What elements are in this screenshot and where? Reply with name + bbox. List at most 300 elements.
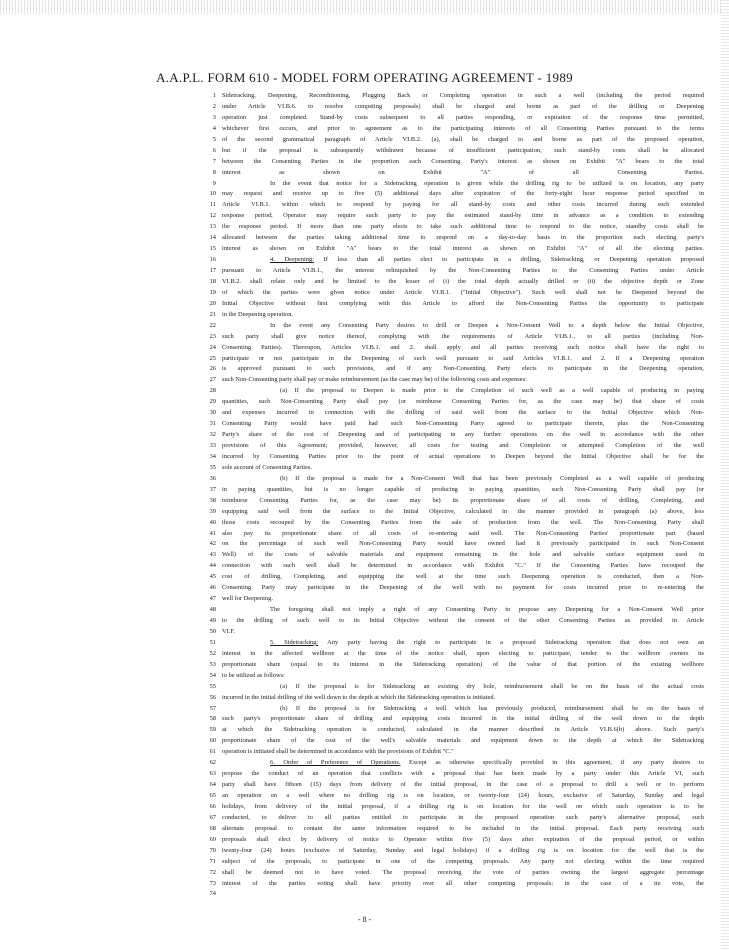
- line-number: 69: [209, 835, 216, 843]
- line-text: [222, 507, 704, 518]
- line-number: 45: [209, 573, 216, 581]
- line-text: [222, 572, 704, 583]
- line-number: 6: [212, 146, 216, 154]
- line-number: 4: [212, 124, 216, 132]
- line-number: 66: [209, 802, 216, 810]
- document-line: [209, 550, 712, 561]
- line-text: [222, 168, 704, 179]
- line-body: cost of drilling, Completing, and equipping the well at the time such Deepening operation is conducted, then a Non-: [222, 573, 704, 581]
- line-number: 12: [209, 212, 216, 220]
- document-line: [209, 583, 712, 594]
- line-number: 72: [209, 868, 216, 876]
- line-body: In the event any Consenting Party desires to drill or Deepen a Non-Consent Well to a depth below the Initial Objective,: [270, 321, 704, 329]
- document-line: [212, 135, 712, 146]
- document-line: [209, 354, 712, 365]
- document-line: [209, 671, 712, 682]
- line-number: 31: [209, 420, 216, 428]
- line-text: [222, 430, 704, 441]
- document-line: [209, 616, 712, 627]
- line-body: interest as shown on Exhibit "A" of all Consenting Parties.: [222, 168, 704, 176]
- document-line: [209, 485, 712, 496]
- line-text: [222, 124, 704, 135]
- line-text: [222, 704, 704, 715]
- document-line: [209, 714, 712, 725]
- line-text: [222, 813, 704, 824]
- document-line: [209, 364, 712, 375]
- line-number: 23: [209, 332, 216, 340]
- line-body: response period; Operator may require such party to pay the estimated stand-by time in advance as a condition to extending: [222, 212, 704, 220]
- line-number: 47: [209, 595, 216, 603]
- line-number: 17: [209, 267, 216, 274]
- document-line: [209, 211, 712, 222]
- document-line: [212, 113, 712, 124]
- line-text: [222, 211, 704, 222]
- line-number: 41: [209, 529, 216, 537]
- line-number: 28: [209, 387, 216, 395]
- line-body: (a) If the proposal to Deepen is made prior to the Completion of such well as a well capable of producing in paying: [280, 387, 704, 395]
- line-text: [222, 189, 704, 200]
- line-body: participate or not participate in the Deepening of such well pursuant to said Articles VI.B.1. and 2. If a Deepening operation: [222, 354, 704, 362]
- line-body: such Non-Consenting party shall pay or make reimbursement (as the case may be) of the following costs and expenses:: [222, 376, 527, 384]
- line-text: [222, 375, 704, 386]
- line-body: Except as otherwise specifically provided in this agreement, if any party desires to: [400, 759, 704, 767]
- line-body: such party shall give notice thereof, complying with the requirements of Article VI.B.1., to all parties (including Non-: [222, 332, 704, 340]
- line-number: 68: [209, 824, 216, 832]
- line-number: 65: [209, 792, 216, 799]
- line-text: [222, 397, 704, 408]
- line-body: Consenting Parties). Thereupon, Articles VI.B.1. and 2. shall apply and all parties receiving such notice shall have the right to: [222, 343, 704, 351]
- document-line: [209, 747, 712, 758]
- line-number: 16: [209, 256, 216, 264]
- document-line: [209, 332, 712, 343]
- document-line: [209, 824, 712, 835]
- line-body: may request and receive up to five (5) additional days after expiration of the forty-eight hour response period specified in: [222, 190, 704, 198]
- line-body: interest in the affected wellbore at the time of the notice shall, upon electing to participate, tender to the wellbore owners its: [222, 649, 704, 657]
- line-text: [222, 321, 704, 332]
- document-line: [209, 572, 712, 583]
- line-text: [222, 682, 704, 693]
- document-line: [209, 638, 712, 649]
- line-text: [222, 386, 704, 397]
- line-text: [222, 277, 704, 288]
- line-body: twenty-four (24) hours (exclusive of Saturday, Sunday and legal holidays) if a drilling rig is on location for the well that is the: [222, 846, 704, 854]
- document-line: [209, 299, 712, 310]
- line-number: 71: [209, 857, 216, 865]
- document-line: [209, 452, 712, 463]
- line-number: 25: [209, 354, 216, 362]
- line-text: [222, 222, 704, 233]
- document-line: [209, 846, 712, 857]
- line-body: Consenting Party would have paid had such Non-Consenting Party agreed to participate therein, plus the Non-Consenting: [222, 420, 704, 428]
- line-number: 49: [209, 617, 216, 624]
- line-text: [222, 758, 704, 769]
- line-number: 24: [209, 343, 216, 351]
- line-number: 44: [209, 562, 216, 570]
- line-number: 30: [209, 409, 216, 417]
- line-text: [222, 332, 704, 343]
- document-line: [209, 627, 712, 638]
- line-text: [222, 518, 704, 529]
- line-text: [222, 714, 704, 725]
- line-body: but if the proposal is subsequently withdrawn because of insufficient participation, such stand-by costs shall be allocated: [222, 146, 704, 154]
- line-body: party shall have fifteen (15) days from delivery of the initial proposal, in the case of a proposal to drill a well or to perform: [222, 781, 704, 789]
- line-body: Well) of the costs of salvable materials and equipment remaining in the hole and salvable surface equipment used in: [222, 551, 704, 559]
- line-text: [222, 343, 704, 354]
- line-body: interest of the parties voting shall have priority over all other competing proposals; in the case of a tie vote, the: [222, 879, 704, 887]
- line-body: subject of the proposals, to participate in one of the competing proposals. Any party not electing within the time required: [222, 857, 704, 865]
- line-body: pursuant to Article VI.B.1., the interest relinquished by the Non-Consenting Parties to the Consenting Parties under Article: [222, 267, 704, 274]
- line-number: 33: [209, 442, 216, 449]
- line-text: [222, 419, 704, 430]
- document-line: [212, 146, 712, 157]
- section-heading: 6. Order of Preference of Operations.: [270, 759, 401, 767]
- document-line: [212, 91, 712, 102]
- line-body: (b) If the proposal is made for a Non-Consent Well that has been previously Completed as a well capable of producing: [280, 474, 704, 482]
- line-body: provisions of this Agreement; provided, however, all costs for testing and Completion or attempted Completion of the well: [222, 442, 704, 449]
- line-number: 48: [209, 606, 216, 614]
- line-number: 20: [209, 299, 216, 307]
- document-line: [212, 168, 712, 179]
- line-body: VI.F.: [222, 627, 235, 635]
- line-body: incurred by Consenting Parties prior to the point of actual operations to Deepen beyond the Initial Objective shall be for the: [222, 452, 704, 460]
- line-number: 40: [209, 518, 216, 526]
- document-line: [209, 233, 712, 244]
- document-line: [209, 244, 712, 255]
- document-line: [209, 539, 712, 550]
- line-text: [222, 299, 704, 310]
- line-text: [222, 660, 704, 671]
- line-text: [222, 485, 704, 496]
- line-text: [222, 529, 704, 540]
- line-number: 63: [209, 770, 216, 778]
- line-text: [222, 354, 704, 365]
- line-text: [222, 408, 704, 419]
- document-line: [209, 879, 712, 890]
- line-body: proposals shall elect by delivery of notice to Operator within five (5) days after expiration of the proposal period, or within: [222, 835, 704, 843]
- line-body: Sidetracking, Deepening, Reconditioning, Plugging Back or Completing operation in such a well (including the period required: [222, 92, 704, 99]
- line-text: [222, 616, 704, 627]
- document-line: [209, 802, 712, 813]
- line-number: 73: [209, 879, 216, 887]
- scan-edge-right: [721, 0, 729, 950]
- line-text: [222, 638, 704, 649]
- line-text: [222, 583, 704, 594]
- line-text: [222, 288, 704, 299]
- document-line: [209, 463, 712, 474]
- line-text: [222, 649, 704, 660]
- line-number: 38: [209, 496, 216, 504]
- line-text: [222, 135, 704, 146]
- line-number: 7: [212, 157, 216, 165]
- line-body: an operation on a well where no drilling rig is on location, or twenty-four (24) hours, exclusive of Saturday, Sunday and legal: [222, 792, 704, 799]
- line-number: 70: [209, 846, 216, 854]
- line-number: 5: [212, 135, 216, 143]
- document-line: [209, 780, 712, 791]
- line-body: whichever first occurs, and prior to agreement as to the participating interests of all Consenting Parties pursuant to the terms: [222, 124, 704, 132]
- document-line: [209, 857, 712, 868]
- line-body: on the percentage of such well Non-Consenting Party would have owned had it previously participated in such Non-Consent: [222, 540, 704, 548]
- document-line: [209, 660, 712, 671]
- line-text: [222, 91, 704, 102]
- document-line: [209, 758, 712, 769]
- line-body: also pay its proportionate share of all costs of re-entering said well. The Non-Consenting Parties' proportionate part (based: [222, 529, 704, 537]
- line-text: [222, 364, 704, 375]
- line-text: [222, 780, 704, 791]
- line-number: 53: [209, 660, 216, 668]
- line-body: (a) If the proposal is for Sidetracking an existing dry hole, reimbursement shall be on the basis of the actual costs: [280, 682, 704, 690]
- document-line: [209, 769, 712, 780]
- line-number: 57: [209, 704, 216, 712]
- document-line: [209, 343, 712, 354]
- line-text: [222, 594, 704, 605]
- document-line: [209, 430, 712, 441]
- document-line: [209, 529, 712, 540]
- line-text: [222, 791, 704, 802]
- line-text: [222, 200, 704, 211]
- line-number: 55: [209, 682, 216, 690]
- line-text: [222, 846, 704, 857]
- line-number: 62: [209, 759, 216, 767]
- document-line: [209, 507, 712, 518]
- line-number: 8: [212, 168, 216, 176]
- line-body: of the second grammatical paragraph of Article VI.B.2. (a), shall be charged to and borne as part of the proposed operation,: [222, 135, 704, 143]
- document-line: [209, 189, 712, 200]
- document-line: [209, 277, 712, 288]
- line-number: 10: [209, 190, 216, 198]
- line-text: [222, 671, 704, 682]
- line-number: 13: [209, 223, 216, 231]
- document-line: [209, 868, 712, 879]
- line-number: 74: [209, 890, 216, 898]
- document-line: [209, 682, 712, 693]
- line-number: 9: [212, 179, 216, 187]
- line-text: [222, 736, 704, 747]
- document-line: [209, 419, 712, 430]
- line-number: 50: [209, 627, 216, 635]
- document-line: [209, 561, 712, 572]
- document-line: [209, 321, 712, 332]
- line-number: 15: [209, 245, 216, 253]
- document-line: [209, 200, 712, 211]
- document-line: [209, 889, 712, 900]
- line-body: holidays, from delivery of the initial proposal, if a drilling rig is on location for the well on which such operation is to be: [222, 802, 704, 810]
- line-text: [222, 452, 704, 463]
- document-line: [209, 474, 712, 485]
- document-line: [209, 375, 712, 386]
- document-line: [209, 649, 712, 660]
- line-text: [222, 725, 704, 736]
- line-text: [222, 255, 704, 266]
- line-text: [222, 179, 704, 190]
- line-body: connection with such well shall be determined in accordance with Exhibit "C." If the Consenting Parties have recouped the: [222, 562, 704, 570]
- line-number: 42: [209, 540, 216, 548]
- line-text: [222, 146, 704, 157]
- document-line: [209, 310, 712, 321]
- line-number: 46: [209, 584, 216, 592]
- document-line: [209, 835, 712, 846]
- line-body: In the event that notice for a Sidetracking operation is given while the drilling rig to be utilized is on location, any party: [270, 179, 704, 187]
- line-body: Any party having the right to participate in a proposed Sidetracking operation that does not own an: [318, 638, 704, 646]
- line-number: 51: [209, 638, 216, 646]
- line-body: quantities, such Non-Consenting Party shall pay (or reimburse Consenting Parties for, as the case may be) that share of costs: [222, 398, 704, 406]
- line-body: interest as shown on Exhibit "A" bears to the total interest as shown on Exhibit "A" of all the electing parties.: [222, 245, 704, 253]
- document-line: [209, 594, 712, 605]
- line-text: [222, 550, 704, 561]
- document-line: [212, 179, 712, 190]
- line-body: well for Deepening.: [222, 595, 273, 603]
- line-text: [222, 605, 704, 616]
- line-text: [222, 233, 704, 244]
- line-body: operation just completed. Stand-by costs subsequent to all parties responding, or expiration of the response time permitted,: [222, 113, 704, 121]
- line-number: 29: [209, 398, 216, 406]
- line-text: [222, 266, 704, 277]
- line-body: Article VI.B.1. within which to respond by paying for all stand-by costs and other costs incurred during such extended: [222, 201, 704, 209]
- line-text: [222, 102, 704, 113]
- line-number: 64: [209, 781, 216, 789]
- line-number: 27: [209, 376, 216, 384]
- line-body: such party's proportionate share of drilling and equipping costs incurred in the initial drilling of the well down to the depth: [222, 715, 704, 723]
- document-line: [209, 813, 712, 824]
- line-text: [222, 561, 704, 572]
- line-text: [222, 835, 704, 846]
- line-number: 56: [209, 693, 216, 701]
- line-number: 59: [209, 726, 216, 734]
- line-text: [222, 824, 704, 835]
- line-body: in the Deepening operation.: [222, 310, 293, 318]
- line-body: the response period. If more than one party elects to take such additional time to respond to the notice, standby costs shall be: [222, 223, 704, 231]
- line-body: If less than all parties elect to participate in a drilling, Sidetracking, or Deepening operation proposed: [313, 256, 704, 264]
- line-body: alternate proposal to contain the same information required to be included in the initial proposal. Each party receiving such: [222, 824, 704, 832]
- document-line: [209, 266, 712, 277]
- line-body: to be utilized as follows:: [222, 671, 285, 679]
- line-number: 39: [209, 507, 216, 515]
- line-number: 61: [209, 748, 216, 756]
- document-line: [212, 124, 712, 135]
- line-number: 36: [209, 474, 216, 482]
- document-line: [209, 255, 712, 266]
- line-text: [222, 747, 704, 758]
- line-number: 32: [209, 431, 216, 439]
- line-number: 37: [209, 485, 216, 493]
- document-body: [209, 91, 712, 900]
- line-number: 52: [209, 649, 216, 657]
- line-body: propose the conduct of an operation that conflicts with a proposal that has been made by a party under this Article VI, such: [222, 770, 704, 778]
- line-body: equipping said well from the surface to the Initial Objective, calculated in the manner provided in paragraph (a) above, less: [222, 507, 704, 515]
- line-number: 54: [209, 671, 216, 679]
- line-body: proportionate share (equal to its interest in the Sidetracking operation) of the value of that portion of the existing wellbore: [222, 660, 704, 668]
- line-number: 21: [209, 310, 216, 318]
- line-number: 11: [209, 201, 216, 209]
- line-body: is approved pursuant to such provisions, and if any Non-Consenting Party elects to participate in the Deepening operation,: [222, 365, 704, 373]
- line-text: [222, 868, 704, 879]
- line-text: [222, 627, 704, 638]
- section-heading: 5. Sidetracking:: [270, 638, 319, 646]
- document-line: [209, 496, 712, 507]
- line-body: under Article VI.B.6. to resolve competing proposals) shall be charged and borne as part of the drilling or Deepening: [222, 102, 704, 110]
- line-number: 43: [209, 551, 216, 559]
- document-line: [212, 102, 712, 113]
- line-text: [222, 113, 704, 124]
- line-number: 19: [209, 288, 216, 296]
- line-body: incurred in the initial drilling of the well down to the depth at which the Sidetracking operation is initiated.: [222, 693, 496, 701]
- line-body: of which the parties were given notice under Article VI.B.1. ("Initial Objective"). Such well shall not be Deepened beyond the: [222, 288, 704, 296]
- page-title: A.A.P.L. FORM 610 - MODEL FORM OPERATING AGREEMENT - 1989: [156, 70, 573, 85]
- document-line: [209, 704, 712, 715]
- document-line: [209, 408, 712, 419]
- line-text: [222, 802, 704, 813]
- line-body: Initial Objective without first complying with this Article to afford the Non-Consenting Parties the opportunity to participate: [222, 299, 704, 307]
- line-body: reimburse Consenting Parties for, as the case may be) its proportionate share of all costs of drilling, Completing, and: [222, 496, 704, 504]
- line-body: between the Consenting Parties in the proportion each Consenting Party's interest as shown on Exhibit "A" bears to the total: [222, 157, 704, 165]
- line-body: those costs recouped by the Consenting Parties from the sale of production from the well. The Non-Consenting Party shall: [222, 518, 704, 526]
- line-text: [222, 244, 704, 255]
- document-line: [209, 693, 712, 704]
- line-body: Party's share of the cost of Deepening and of participating in any further operations on the well in accordance with the other: [222, 431, 704, 439]
- document-line: [209, 791, 712, 802]
- line-number: 2: [212, 102, 216, 110]
- line-text: [222, 693, 704, 704]
- line-body: shall be deemed not to have voted. The proposal receiving the vote of parties owning the largest aggregate percentage: [222, 868, 704, 876]
- line-body: in paying quantities, but is no longer capable of producing in paying quantities, such Non-Consenting Party shall pay (or: [222, 485, 704, 493]
- section-heading: 4. Deepening:: [270, 256, 314, 264]
- line-text: [222, 157, 704, 168]
- line-body: allocated between the parties taking additional time to respond on a day-to-day basis in the proportion each electing party's: [222, 234, 704, 242]
- line-body: Consenting Party may participate in the Deepening of the well with no payment for costs incurred prior to re-entering the: [222, 584, 704, 592]
- line-body: conducted, to deliver to all parties entitled to participate in the proposed operation such party's alternative proposal, such: [222, 813, 704, 821]
- line-number: 22: [209, 321, 216, 329]
- line-text: [222, 310, 704, 321]
- line-text: [222, 441, 704, 452]
- document-line: [209, 222, 712, 233]
- line-body: The foregoing shall not imply a right of any Consenting Party to propose any Deepening for a Non-Consent Well prior: [270, 606, 704, 614]
- line-number: 34: [209, 452, 216, 460]
- scan-edge-top: [0, 0, 729, 14]
- line-text: [222, 857, 704, 868]
- line-text: [222, 769, 704, 780]
- line-body: proportionate share of the cost of the well's salvable materials and equipment down to the depth at which the Sidetracking: [222, 737, 704, 745]
- document-line: [209, 397, 712, 408]
- document-line: [209, 605, 712, 616]
- document-line: [209, 441, 712, 452]
- page-number: - 8 -: [357, 915, 372, 924]
- document-line: [212, 157, 712, 168]
- line-number: 14: [209, 234, 216, 242]
- line-text: [222, 879, 704, 890]
- line-body: VI.B.2. shall relate only and be limited to the lesser of (i) the total depth actually drilled or (ii) the objective depth or Zone: [222, 277, 704, 285]
- line-number: 18: [209, 277, 216, 285]
- line-number: 60: [209, 737, 216, 745]
- line-body: to the drilling of such well to its Initial Objective without the consent of the other Consenting Parties as provided in Article: [222, 617, 704, 624]
- line-text: [222, 539, 704, 550]
- line-number: 58: [209, 715, 216, 723]
- document-line: [209, 288, 712, 299]
- line-body: (b) If the proposal is for Sidetracking a well which has previously produced, reimbursement shall be on the basis of: [280, 704, 704, 712]
- document-line: [209, 518, 712, 529]
- line-number: 3: [212, 113, 216, 121]
- line-number: 35: [209, 463, 216, 471]
- line-text: [222, 463, 704, 474]
- line-text: [222, 496, 704, 507]
- document-line: [209, 736, 712, 747]
- line-body: and expenses incurred in connection with the drilling of said well from the surface to the Initial Objective which Non-: [222, 409, 704, 417]
- line-number: 26: [209, 365, 216, 373]
- line-text: [222, 474, 704, 485]
- line-body: sole account of Consenting Parties.: [222, 463, 312, 471]
- line-number: 67: [209, 813, 216, 821]
- line-body: at which the Sidetracking operation is conducted, calculated in the manner described in Article VI.B.6(b) above. Such party's: [222, 726, 704, 734]
- line-body: operation is initiated shall be determined in accordance with the provisions of Exhibit "C.": [222, 748, 454, 756]
- document-line: [209, 725, 712, 736]
